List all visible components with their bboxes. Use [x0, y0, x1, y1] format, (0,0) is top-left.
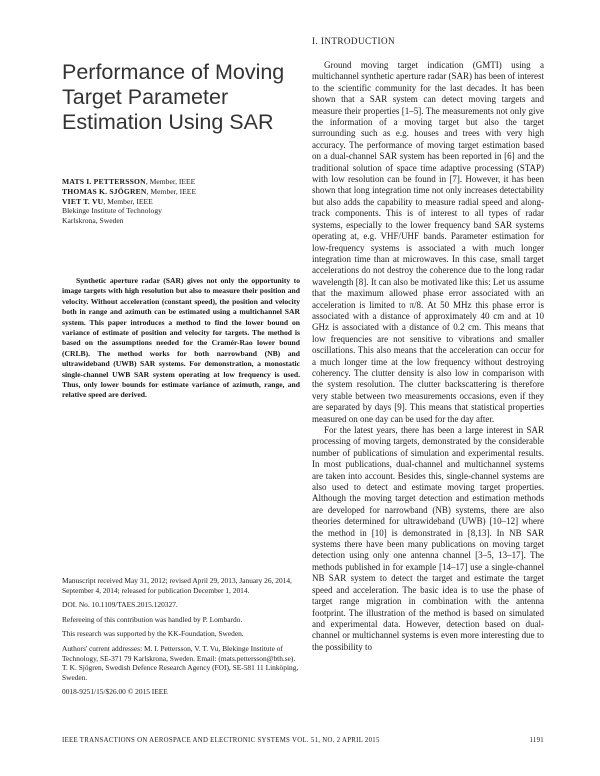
footnote-funding: This research was supported by the KK-Foundation, Sweden. [62, 629, 244, 639]
location: Karlskrona, Sweden [62, 216, 124, 226]
paper-title: Performance of Moving Target Parameter Estimation Using SAR [62, 60, 285, 134]
left-column [62, 60, 300, 401]
footnote-refereeing: Refereeing of this contribution was handled by P. Lombardo. [62, 614, 243, 624]
journal-info: IEEE TRANSACTIONS ON AEROSPACE AND ELECTRONIC SYSTEMS VOL. 51, NO. 2 APRIL 2015 [62, 737, 380, 744]
author-line [62, 197, 300, 207]
body-paragraph: Ground moving target indication (GMTI) using a multichannel synthetic aperture radar (SAR) has been of interest to the scientific community for the last decades. It has been shown that a SAR system can detect moving targets and measure their properties [1–5]. The measurements not only give the information of a moving target but also the target surrounding such as e.g. houses and trees with very high accuracy. The performance of moving target estimation based on a dual-channel SAR system has been reported in [6] and the traditional solution of space time adaptive processing (STAP) with low resolution can be found in [7]. However, it has been shown that long integration time not only increases detectability but also adds the capability to measure radial speed and along-track components. This is of interest to all types of radar systems, especially to the lower frequency band SAR systems operating at, e.g. VHF/UHF bands. Parameter estimation for low-frequency systems is associated a with much longer integration time than at microwaves. In this case, small target accelerations do not destroy the coherence due to the long radar wavelength [8]. It can also be motivated like this: Let us assume that the maximum allowed phase error associated with an acceleration is limited to π/8. At 50 MHz this phase error is associated with a distance of approximately 40 cm and at 10 GHz is associated with a distance of 0.2 cm. This means that low frequencies are not sensitive to vibrations and smaller oscillations. This also means that the acceleration can occur for a much longer time at the low frequency without destroying coherency. The clutter density is also low in comparison with the system resolution. The clutter backscattering is therefore very stable between two measurements occasions, even if they are separated by days [9]. This means that statistical properties measured on one day can be used for the day after. [312, 60, 544, 424]
section-heading: I. INTRODUCTION [312, 36, 396, 46]
page-number: 1191 [529, 737, 544, 744]
body-text [312, 60, 544, 653]
author-block [62, 177, 300, 226]
footnote-addresses: Authors' current addresses: M. I. Pettersson, V. T. Vu, Blekinge Institute of Technology, SE-371 79 Karlskrona, Sweden. Email: (mats.pettersson@bth.se). T. K. Sjögren, Swedish Defence Research Agency (FOI), SE-581 11 Linköping, Sweden. [62, 643, 299, 682]
author-name: MATS I. PETTERSSON [62, 177, 146, 186]
author-role: , Member, IEEE [146, 186, 197, 196]
running-footer [62, 737, 544, 744]
author-line [62, 177, 300, 187]
abstract: Synthetic aperture radar (SAR) gives not only the opportunity to image targets with high resolution but also to measure their position and velocity. Without acceleration (constant speed), the position and velocity both in range and azimuth can be estimated using a multichannel SAR system. This paper introduces a method to find the lower bound on variance of estimate of position and velocity for targets. The method is based on the assumptions needed for the Cramér-Rao lower bound (CRLB). The method works for both narrowband (NB) and ultrawideband (UWB) SAR systems. For demonstration, a monostatic single-channel UWB SAR system operating at low frequency is used. Thus, only lower bounds for estimate variance of azimuth, range, and relative speed are derived. [62, 275, 300, 400]
author-name: VIET T. VU [62, 196, 104, 206]
footnotes [62, 576, 300, 702]
author-role: , Member, IEEE [145, 177, 196, 186]
right-column [312, 36, 544, 653]
affiliation: Blekinge Institute of Technology [62, 206, 162, 216]
footnote-copyright: 0018-9251/15/$26.00 © 2015 IEEE [62, 687, 168, 697]
author-role: , Member, IEEE [103, 196, 153, 206]
author-name: THOMAS K. SJÖGREN [62, 186, 147, 196]
footnote-manuscript: Manuscript received May 31, 2012; revised April 29, 2013, January 26, 2014, September 4, 2014; released for publication December 1, 2014. [62, 576, 292, 595]
body-paragraph: For the latest years, there has been a large interest in SAR processing of moving targets, demonstrated by the considerable number of publications of simulation and experimental results. In most publications, dual-channel and multichannel systems are taken into account. Besides this, single-channel systems are also used to detect and estimate moving target properties. Although the moving target detection and estimation methods are developed for narrowband (NB) systems, there are also theories determined for ultrawideband (UWB) [10–12] where the method in [10] is demonstrated in [8,13]. In NB SAR systems there have been many publications on moving target detection using only one antenna channel [3–5, 13–17]. The methods published in for example [14–17] use a single-channel NB SAR system to detect the target and estimate the target speed and acceleration. The basic idea is to use the phase of target range migration in combination with the antenna footprint. The illustration of the method is based on simulated and experimental data. However, detection based on dual-channel or multichannel systems is even more interesting due to the possibility to [312, 425, 544, 652]
author-line [62, 187, 300, 197]
footnote-doi: DOI. No. 10.1109/TAES.2015.120327. [62, 600, 178, 610]
